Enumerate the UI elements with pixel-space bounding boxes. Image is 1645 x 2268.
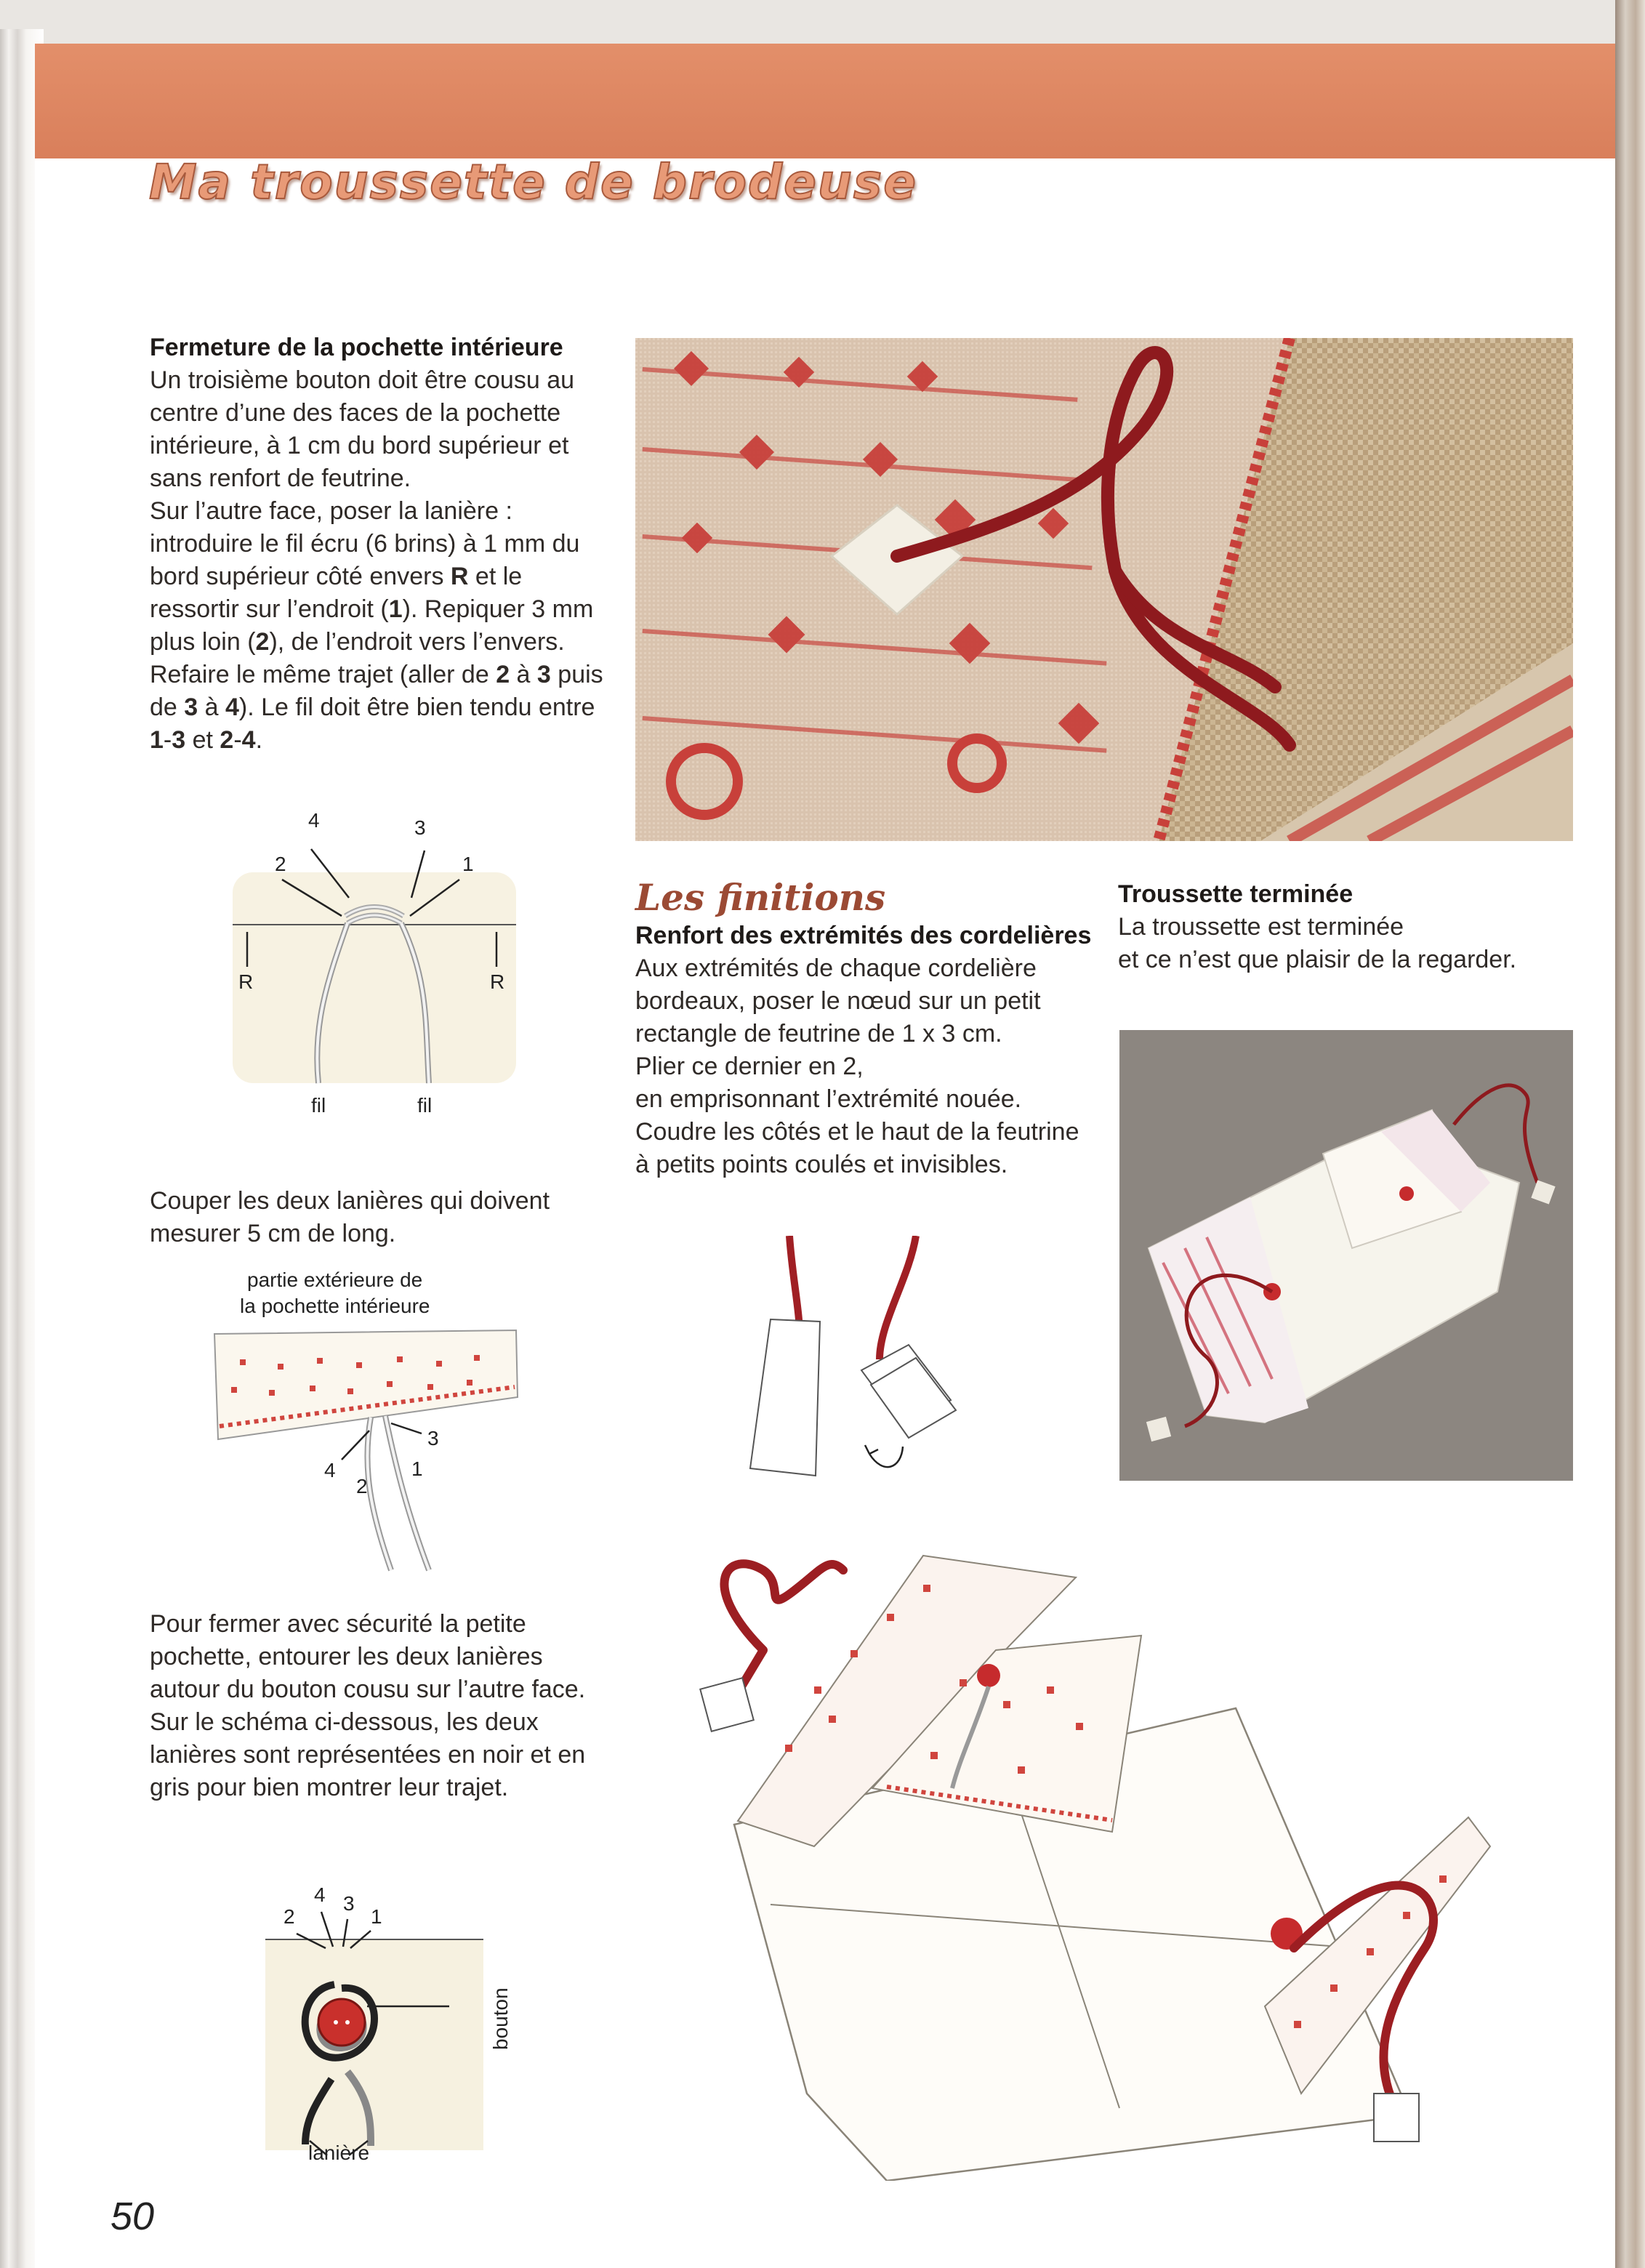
d2-num-3: 3: [427, 1427, 439, 1449]
d3-bouton-label: bouton: [489, 1987, 512, 2050]
d1-num-2: 2: [275, 853, 286, 875]
finitions-title: Les finitions: [635, 876, 886, 919]
finitions-line-4: Plier ce dernier en 2,: [635, 1053, 864, 1080]
d3-num-3: 3: [343, 1892, 355, 1915]
diagram-thread-loop: [218, 807, 538, 1127]
page-title: Ma troussette de brodeuse: [149, 154, 917, 210]
header-band: [35, 44, 1615, 158]
d2-num-2: 2: [356, 1475, 368, 1497]
diagram-outer-face: [196, 1265, 545, 1585]
d1-fil-left: fil: [311, 1094, 326, 1117]
finitions-line-1: Aux extrémités de chaque cordelière: [635, 954, 1037, 982]
finitions-line-3: rectangle de feutrine de 1 x 3 cm.: [635, 1020, 1002, 1047]
terminee-line-2: et ce n’est que plaisir de la regarder.: [1118, 946, 1517, 973]
d2-num-1: 1: [411, 1457, 423, 1480]
terminee-heading: Troussette terminée: [1118, 880, 1354, 908]
d1-r-right: R: [490, 970, 505, 993]
d1-num-1: 1: [462, 853, 474, 875]
left-paragraph-4: Sur le schéma ci-dessous, les deux lanières sont représentées en noir et en gris pour bien montrer leur trajet.: [150, 1708, 586, 1801]
left-heading: Fermeture de la pochette intérieure: [150, 334, 563, 361]
d1-fil-right: fil: [417, 1094, 433, 1117]
left-column-top: [150, 331, 615, 757]
d2-caption-1: partie extérieure de: [247, 1268, 423, 1291]
page-number: 50: [110, 2195, 155, 2238]
illustration-open-kit: [683, 1541, 1519, 2181]
diagram-cord-felt: [734, 1236, 981, 1483]
finitions-line-7: à petits points coulés et invisibles.: [635, 1151, 1008, 1178]
photo-finished-kit: [1119, 1030, 1573, 1481]
d2-caption-2: la pochette intérieure: [240, 1295, 430, 1317]
finitions-line-6: Coudre les côtés et le haut de la feutrine: [635, 1118, 1079, 1146]
terminee-column: [1118, 878, 1569, 976]
finitions-column: [635, 876, 1130, 1181]
terminee-line-1: La troussette est terminée: [1118, 913, 1404, 941]
left-paragraph-1: Un troisième bouton doit être cousu au centre d’une des faces de la pochette intérieure, à 1 cm du bord supérieur et sans renfort de feutrine. Sur l’autre face, poser la lanière : introduire le fil écru (6 brins) à 1 mm du bord supérieur côté envers R et le ressortir sur l’endroit (1). Repiquer 3 mm plus loin (2), de l’endroit vers l’envers. Refaire le même trajet (aller de 2 à 3 puis de 3 à 4). Le fil doit être bien tendu entre 1-3 et 2-4.: [150, 366, 603, 754]
d1-r-left: R: [238, 970, 254, 993]
diagram-button-wrap: [262, 1861, 538, 2181]
left-column-bottom: [150, 1608, 600, 1804]
finitions-line-2: bordeaux, poser le nœud sur un petit: [635, 987, 1041, 1015]
left-paragraph-2: Couper les deux lanières qui doivent mesurer 5 cm de long.: [150, 1187, 550, 1247]
left-paragraph-3: Pour fermer avec sécurité la petite pochette, entourer les deux lanières autour du bouton cousu sur l’autre face.: [150, 1610, 586, 1703]
d2-num-4: 4: [324, 1459, 336, 1481]
d3-laniere-label: lanière: [307, 2142, 370, 2164]
finitions-line-5: en emprisonnant l’extrémité nouée.: [635, 1085, 1022, 1113]
d1-num-3: 3: [414, 816, 426, 839]
d3-num-1: 1: [371, 1905, 382, 1928]
page-edge-right: [1615, 0, 1645, 2268]
d3-num-4: 4: [314, 1883, 326, 1906]
photo-embroidery-closeup: [635, 338, 1573, 841]
finitions-heading: Renfort des extrémités des cordelières: [635, 922, 1092, 949]
d3-num-2: 2: [283, 1905, 295, 1928]
d1-num-4: 4: [308, 809, 320, 832]
